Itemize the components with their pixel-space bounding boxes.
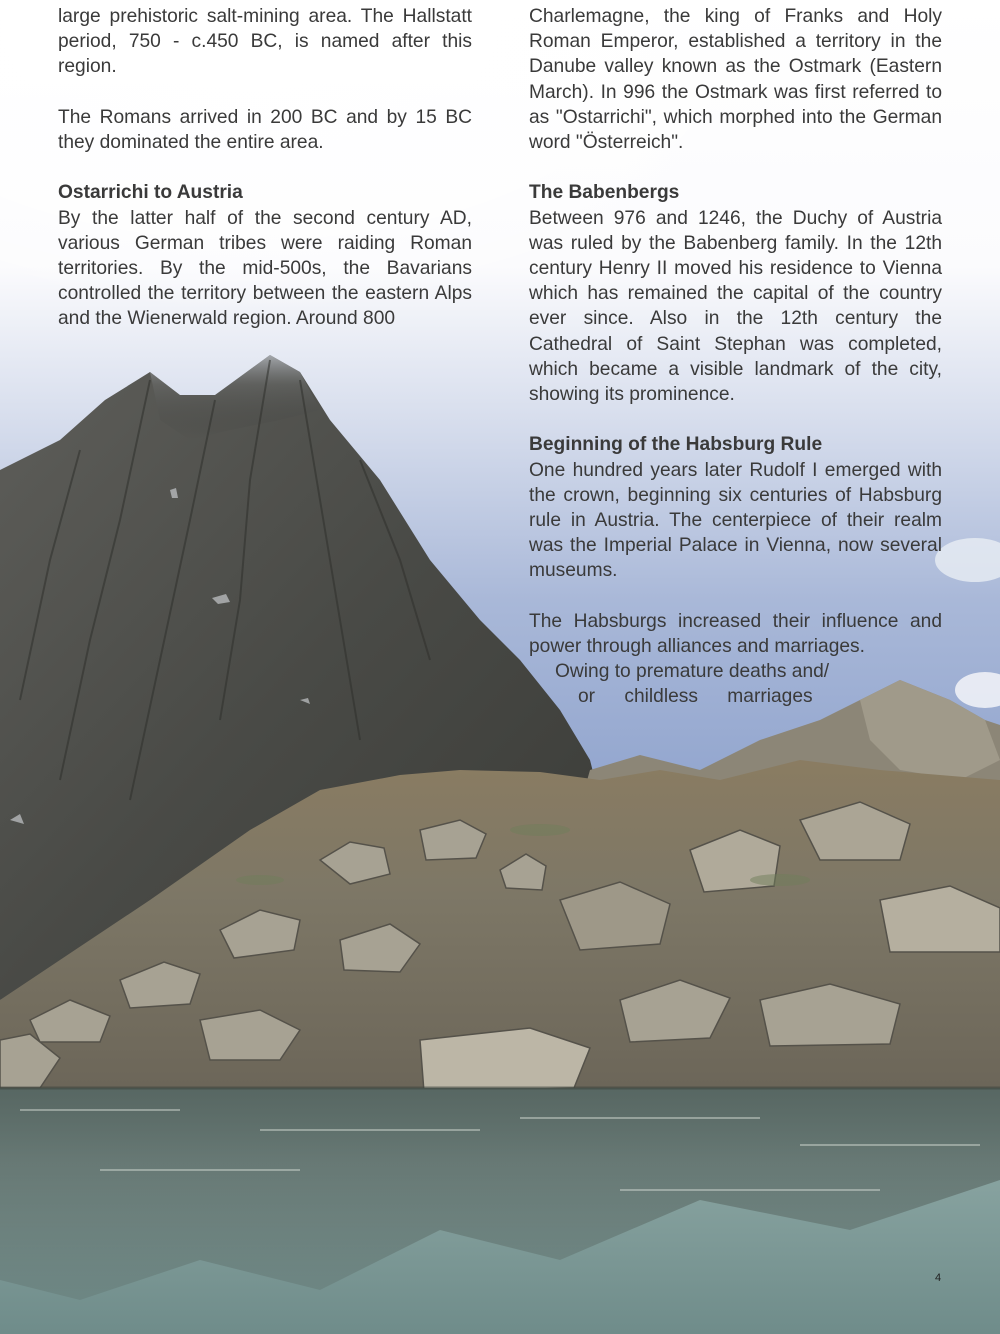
habsburg-line-2: Owing to premature deaths and/ xyxy=(555,661,830,683)
babenberg-paragraph: Between 976 and 1246, the Duchy of Austria was ruled by the Babenberg family. In the 12th century Henry II moved his residence to Vienna which has remained the capital of the country ever since. Also in the 12th century the Cathedral of Saint Stephan was completed, which became a visible landmark of the city, showing its prominence. xyxy=(529,207,942,406)
rudolf-paragraph: One hundred years later Rudolf I emerged with the crown, beginning six centuries of Habsburg rule in Austria. The centerpiece of their realm was the Imperial Palace in Vienna, now several museums. xyxy=(529,459,942,582)
tribes-paragraph: By the latter half of the second century AD, various German tribes were raiding Roman territories. By the mid-500s, the Bavarians controlled the territory between the eastern Alps and the Wienerwald region. Around 800 xyxy=(58,207,472,330)
page-number: 4 xyxy=(935,1272,942,1284)
charlemagne-paragraph: Charlemagne, the king of Franks and Holy Roman Emperor, established a territory in the Danube valley known as the Ostmark (Eastern March). In 996 the Ostmark was first referred to as "Ostarrichi", which morphed into the German word "Österreich". xyxy=(529,6,942,154)
habsburg-influence-paragraph: The Habsburgs increased their influence and power through alliances and marriages. xyxy=(529,610,942,658)
left-column xyxy=(58,4,472,357)
intro-paragraph: large prehistoric salt-mining area. The Hallstatt period, 750 - c.450 BC, is named after this region. xyxy=(58,6,472,78)
right-column xyxy=(529,4,942,710)
section-heading-habsburg: Beginning of the Habsburg Rule xyxy=(529,434,823,456)
section-heading-ostarrichi: Ostarrichi to Austria xyxy=(58,182,243,204)
habsburg-line-3: or childless marriages xyxy=(578,686,813,708)
romans-paragraph: The Romans arrived in 200 BC and by 15 BC they dominated the entire area. xyxy=(58,106,472,153)
section-heading-babenbergs: The Babenbergs xyxy=(529,182,680,204)
